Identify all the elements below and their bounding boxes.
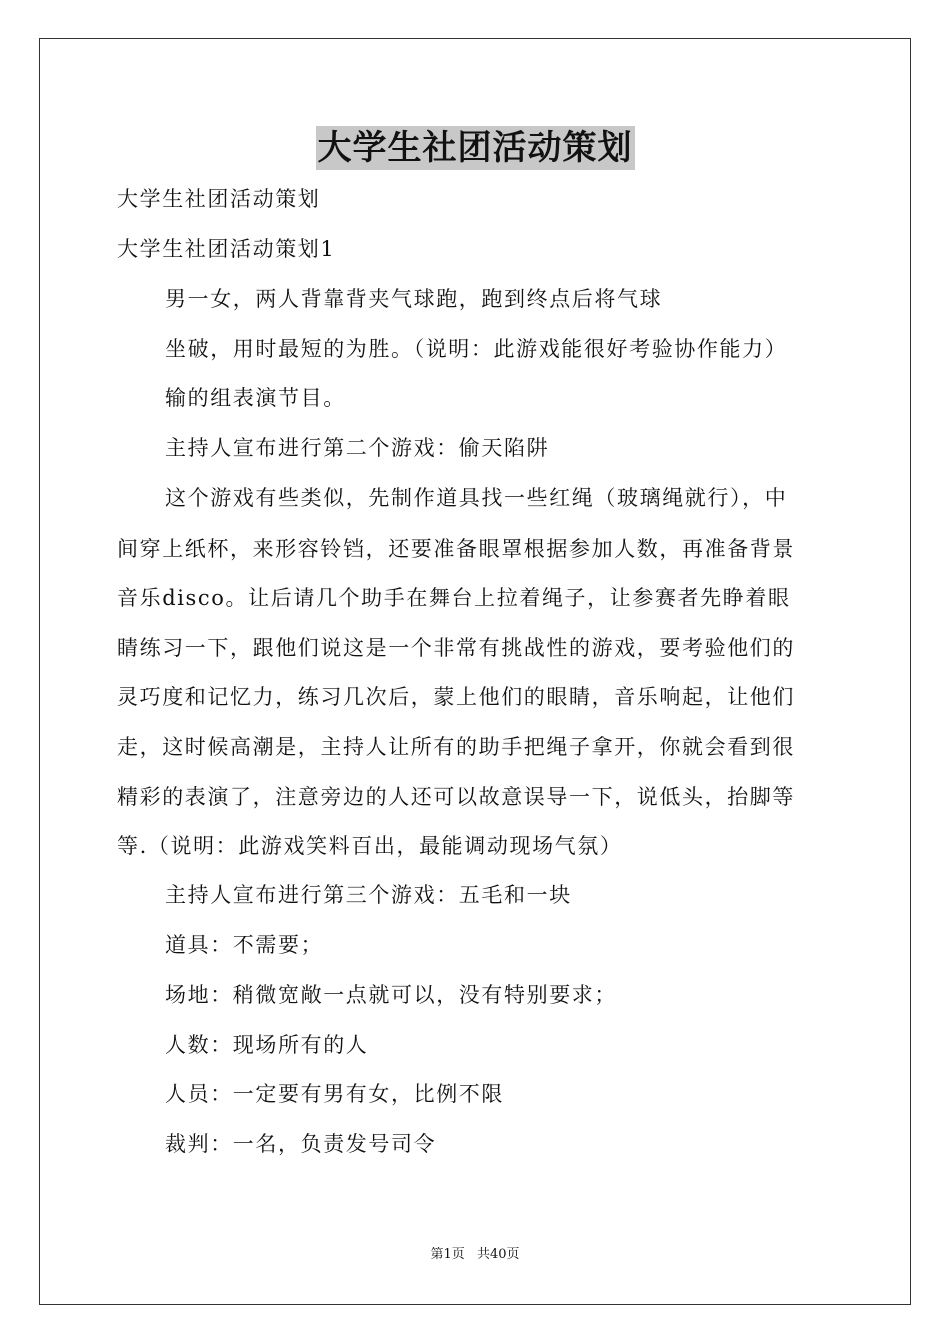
page-total: 共40页 [476, 1247, 520, 1262]
page-footer [0, 1246, 950, 1264]
document-title: 大学生社团活动策划 [317, 128, 633, 168]
paragraph-line: 睛练习一下，跟他们说这是一个非常有挑战性的游戏，要考验他们的 [117, 636, 795, 660]
page-number: 第1页 [430, 1247, 465, 1262]
paragraph-line: 裁判：一名，负责发号司令 [165, 1132, 437, 1156]
paragraph-line: 输的组表演节目。 [165, 386, 346, 410]
paragraph-line: 主持人宣布进行第二个游戏：偷天陷阱 [165, 436, 550, 460]
paragraph-line: 主持人宣布进行第三个游戏：五毛和一块 [165, 883, 572, 907]
paragraph-line: 人员：一定要有男有女，比例不限 [165, 1082, 504, 1106]
title-container [0, 126, 950, 170]
section-heading: 大学生社团活动策划1 [117, 237, 336, 261]
paragraph-line: 男一女，两人背靠背夹气球跑，跑到终点后将气球 [165, 287, 663, 311]
paragraph-line: 走，这时候高潮是，主持人让所有的助手把绳子拿开，你就会看到很 [117, 735, 795, 759]
subtitle: 大学生社团活动策划 [117, 187, 321, 211]
paragraph-line: 间穿上纸杯，来形容铃铛，还要准备眼罩根据参加人数，再准备背景 [117, 537, 795, 561]
paragraph-line: 灵巧度和记忆力，练习几次后，蒙上他们的眼睛，音乐响起，让他们 [117, 685, 795, 709]
page-border [39, 38, 911, 1305]
paragraph-line: 人数：现场所有的人 [165, 1033, 369, 1057]
paragraph-line: 这个游戏有些类似，先制作道具找一些红绳（玻璃绳就行），中 [165, 486, 788, 510]
paragraph-line: 精彩的表演了，注意旁边的人还可以故意误导一下，说低头，抬脚等 [117, 785, 795, 809]
paragraph-line: 坐破，用时最短的为胜。（说明：此游戏能很好考验协作能力） [165, 337, 788, 361]
paragraph-line: 音乐disco。让后请几个助手在舞台上拉着绳子，让参赛者先睁着眼 [117, 586, 791, 610]
paragraph-line: 场地：稍微宽敞一点就可以，没有特别要求； [165, 983, 617, 1007]
paragraph-line: 等.（说明：此游戏笑料百出，最能调动现场气氛） [117, 834, 623, 858]
paragraph-line: 道具：不需要； [165, 933, 324, 957]
